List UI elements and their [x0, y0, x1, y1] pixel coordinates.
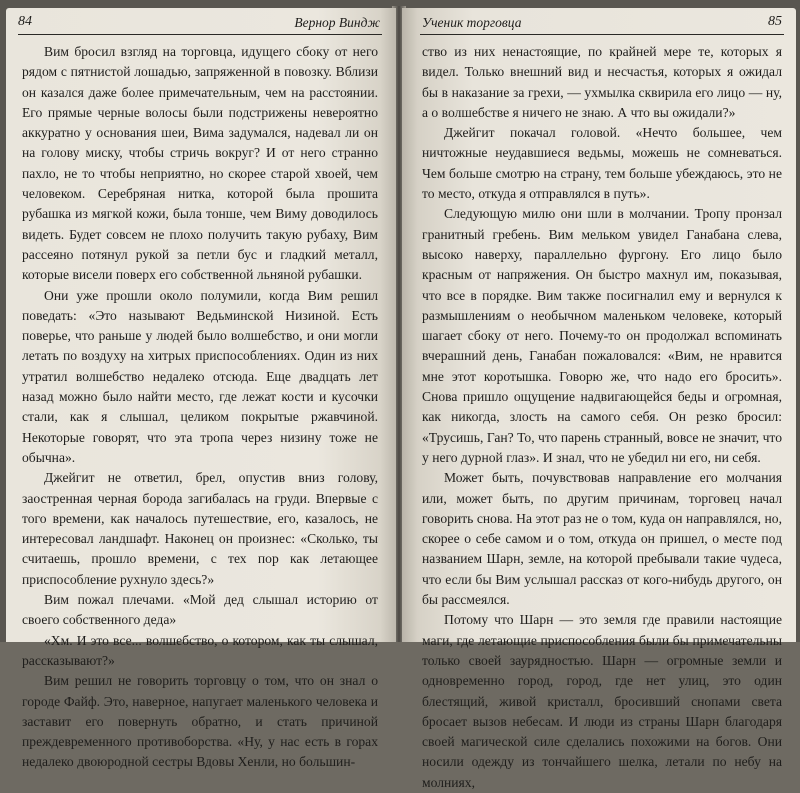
left-running-title: Вернор Виндж	[294, 15, 380, 30]
right-running-title: Ученик торговца	[422, 15, 522, 30]
paragraph: «Хм. И это все... волшебство, о котором, как ты слышал, рассказывают?»	[22, 632, 378, 668]
right-page-number: 85	[768, 14, 782, 29]
paragraph: Вим решил не говорить торговцу о том, что он знал о городе Файф. Это, наверное, напугает маленького человека и заставит его повернуть обратно, и стать причиной преждевременного противоборства. «Ну, у нас есть в горах недалеко двоюродной сестры Вдовы Хенли, но большин-	[22, 673, 378, 770]
paragraph: Потому что Шарн — это земля где правили настоящие маги, где летающие приспособления были бы примечательны только своей заурядностью. Шарн — огромные земли и одновременно город, город, где нет улиц, это один блестящий, живой кристалл, бросивший снопами света бросает вызов небесам. И люди из страны Шарн благодаря своей магической силе сделались похожими на богов. Они носили одежду из тончайшего шелка, летали по небу на молниях,	[422, 612, 782, 790]
paragraph: Джейгит не ответил, брел, опустив вниз голову, заостренная черная борода загибалась на груди. Впервые с того времени, как началось путешествие, его, казалось, не интересовал ландшафт. Наконец он произнес: «Сколько, ты считаешь, прошло времени, с тех пор как летающее приспособление рухнуло здесь?»	[22, 470, 378, 587]
left-page-text	[22, 42, 378, 773]
left-page	[6, 8, 396, 770]
right-page-text	[422, 42, 782, 793]
right-page	[402, 8, 796, 790]
right-page-header	[420, 14, 784, 35]
paragraph: Вим бросил взгляд на торговца, идущего сбоку от него рядом с пятнистой лошадью, запряженной в повозку. Вблизи он казался даже более примечательным, чем на расстоянии. Его прямые черные волосы были подстрижены невероятно аккуратно у основания шеи, Вима задумался, надевал ли он на голову миску, чтобы стричь вокруг? И от него странно пахло, не то чтобы неприятно, но скорее старой хвоей, чем человеком. Серебряная нитка, которой была прошита рубашка из мягкой кожи, была тонше, чем Виму доводилось видеть. Будет совсем не плохо получить такую рубаху, Вим рассеяно потянул рукой за петли бус и гладкий металл, которые висели поверх его собственной льняной рубашки.	[22, 44, 378, 283]
paragraph: Следующую милю они шли в молчании. Тропу пронзал гранитный гребень. Вим мельком увидел Ганабана слева, высоко наверху, параллельно фургону. Его лицо было красным от напряжения. Он быстро махнул им, показывая, что все в порядке. Вим также посигналил ему и вернулся к размышлениям о необычном маленьком человеке, который шагает сбоку от него. Почему-то он продолжал вспоминать вчерашний день, Ганабан пожаловался: «Вим, не нравится мне этот коротышка. Говорю же, что надо его бросить». Снова пришло ощущение надвигающейся беды и огромная, как никогда, злость на самого себя. Он резко бросил: «Трусишь, Ган? То, что парень странный, вовсе не значит, что у него дурной глаз». И знал, что не убедил ни его, ни себя.	[422, 206, 782, 465]
left-page-number: 84	[18, 14, 32, 29]
paragraph: Вим пожал плечами. «Мой дед слышал историю от своего собственного деда»	[22, 592, 378, 628]
left-page-header	[18, 14, 382, 35]
paragraph: Может быть, почувствовав направление его молчания или, может быть, по другим причинам, торговец начал говорить снова. На этот раз не о том, куда он направлялся, но, скорее о себе самом и о том, откуда он пришел, о месте под названием Шарн, земле, на которой пребывали такие чудеса, что если бы Вим услышал рассказ от кого-нибудь другого, он бы рассмеялся.	[422, 470, 782, 608]
paragraph: Джейгит покачал головой. «Нечто большее, чем ничтожные неудавшиеся ведьмы, можешь не сомневаться. Чем больше смотрю на страну, тем больше убеждаюсь, это не то место, откуда я отправлялся в путь».	[422, 125, 782, 202]
paragraph-continued: ство из них ненастоящие, по крайней мере те, которых я видел. Только внешний вид и несчастья, которых я ожидал бы в наказание за грехи, — ухмылка сквирила его лицо — ну, а о волшебстве я ничего не знаю. А что вы ожидали?»	[422, 44, 782, 120]
paragraph: Они уже прошли около полумили, когда Вим решил поведать: «Это называют Ведьминской Низиной. Есть поверье, что раньше у людей было волшебство, и они могли летать по воздуху на хитрых приспособлениях. Один из них утратил волшебство недалеко отсюда. Еще двадцать лет назад можно было найти место, где лежат кости и кусочки стали, как я слышал, целиком покрытые ржавчиной. Некоторые говорят, что эта тропа через низину тоже не обычна».	[22, 287, 378, 465]
